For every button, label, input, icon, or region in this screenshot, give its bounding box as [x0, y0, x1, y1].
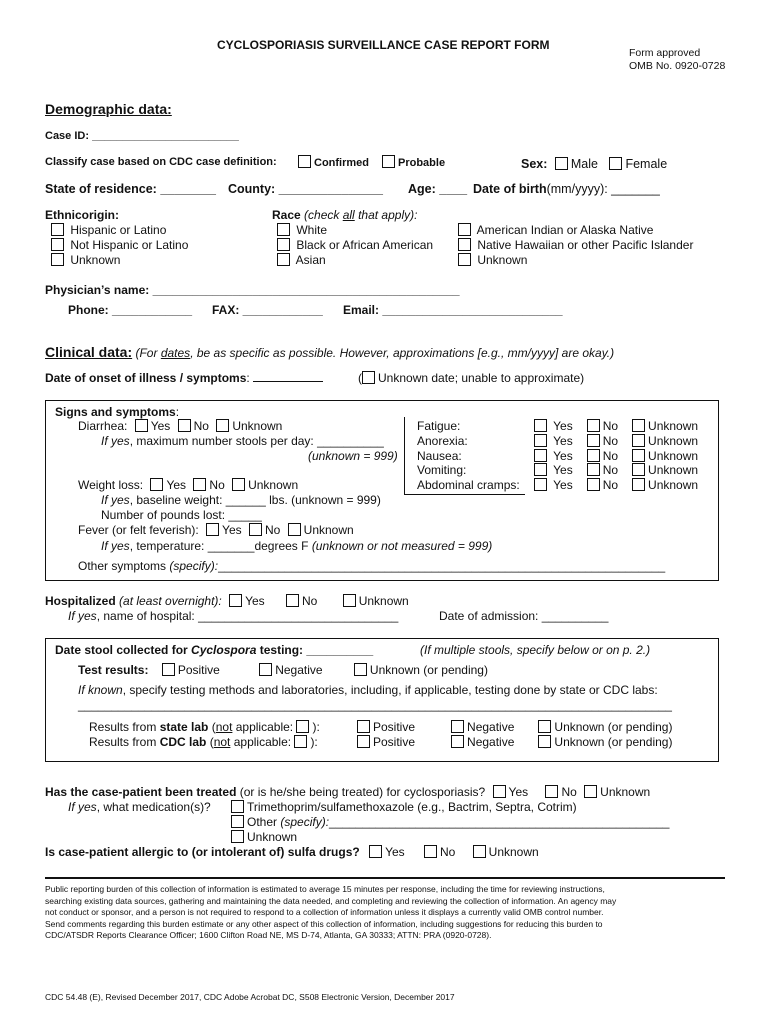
temperature-field[interactable]: If yes, temperature: _______degrees F (unknown or not measured = 999)	[101, 539, 493, 553]
treated-unknown-checkbox[interactable]	[584, 785, 597, 798]
hospitalized-no-checkbox[interactable]	[286, 594, 299, 607]
probable-checkbox[interactable]	[382, 155, 395, 168]
race-options-col1	[277, 223, 433, 268]
medication-options	[231, 800, 669, 845]
onset-unknown-checkbox	[362, 371, 375, 384]
weight-loss-unknown-checkbox[interactable]	[232, 478, 245, 491]
treated-yes-checkbox[interactable]	[493, 785, 506, 798]
ethnic-origin-label: Ethnicorigin:	[45, 208, 119, 222]
treated-question-row: Has the case-patient been treated (or is he/she being treated) for cyclosporiasis? Yes No Unknown	[45, 785, 651, 799]
onset-unknown-option[interactable]: ( Unknown date; unable to approximate)	[358, 371, 585, 385]
sex-group: Sex: Male Female	[521, 157, 668, 171]
ethnicity-option[interactable]: Not Hispanic or Latino	[51, 238, 188, 253]
lab-result-options	[357, 720, 672, 750]
stool-date-field[interactable]: Date stool collected for Cyclospora testing: __________	[55, 643, 374, 657]
testing-methods-line[interactable]: _________________________________________________________________________________________	[78, 698, 672, 712]
right-symptom-labels: Fatigue: Anorexia: Nausea: Vomiting: Abdominal cramps:	[417, 419, 520, 493]
hospitalized-yes-checkbox[interactable]	[229, 594, 242, 607]
classify-label: Classify case based on CDC case definition:	[45, 156, 277, 168]
confirmed-checkbox[interactable]	[298, 155, 311, 168]
weight-loss-row: Weight loss: Yes No Unknown	[78, 478, 299, 492]
hospitalized-row: Hospitalized (at least overnight): Yes No Unknown	[45, 594, 409, 608]
confirmed-option[interactable]: Confirmed	[298, 155, 369, 169]
symptom-divider-bottom	[405, 494, 525, 495]
race-label: Race (check all that apply):	[272, 208, 418, 222]
revision-line: CDC 54.48 (E), Revised December 2017, CDC Adobe Acrobat DC, S508 Electronic Version, December 2017	[45, 992, 455, 1002]
baseline-weight-field[interactable]: If yes, baseline weight: ______ lbs. (unknown = 999)	[101, 493, 381, 507]
allergy-unknown-checkbox[interactable]	[473, 845, 486, 858]
fever-row: Fever (or felt feverish): Yes No Unknown	[78, 523, 354, 537]
fax-field[interactable]: FAX: ____________	[212, 303, 323, 317]
state-lab-results[interactable]: Positive Negative Unknown (or pending)	[357, 720, 672, 735]
age-field[interactable]: Age: ____	[408, 182, 468, 196]
state-field[interactable]: State of residence: ________	[45, 182, 216, 196]
unknown-999-note: (unknown = 999)	[308, 449, 398, 463]
other-symptoms-field[interactable]: Other symptoms (specify):___________________________________________________________________	[78, 559, 666, 573]
footer-rule	[45, 877, 725, 879]
hospital-name-field[interactable]: If yes, name of hospital: ______________________________	[68, 609, 399, 623]
race-option[interactable]: American Indian or Alaska Native	[458, 223, 693, 238]
admission-date-field[interactable]: Date of admission: __________	[439, 609, 609, 623]
physician-field[interactable]: Physician’s name: ______________________________________________	[45, 283, 460, 297]
fever-no-checkbox[interactable]	[249, 523, 262, 536]
race-option[interactable]: Unknown	[458, 253, 693, 268]
burden-statement: Public reporting burden of this collection of information is estimated to average 15 minutes per response, including the time for reviewing instructions, searching existing data sources, gathering and maintaining the data needed, and completing and reviewing the collection of information. An agency may not conduct or sponsor, and a person is not required to respond to a collection of information unless it displays a currently valid OMB control number. Send comments regarding this burden estimate or any other aspect of this collection of information, including suggestions for reducing this burden to CDC/ATSDR Reports Clearance Officer; 1600 Clifton Road NE, MS D-74, Atlanta, GA 30333; ATTN: PRA (0920-0728).	[45, 884, 617, 940]
race-option[interactable]: Native Hawaiian or other Pacific Islander	[458, 238, 693, 253]
state-lab-row: Results from state lab (not applicable: ):	[89, 720, 320, 734]
test-results-row: Test results: Positive Negative Unknown (or pending)	[78, 663, 488, 677]
symptom-row[interactable]: Yes No Unknown	[534, 434, 698, 449]
test-positive-checkbox[interactable]	[162, 663, 175, 676]
fever-unknown-checkbox[interactable]	[288, 523, 301, 536]
symptom-divider	[404, 417, 405, 495]
symptom-row[interactable]: Yes No Unknown	[534, 449, 698, 464]
form-title: CYCLOSPORIASIS SURVEILLANCE CASE REPORT FORM	[217, 38, 550, 52]
testing-methods-label: If known, specify testing methods and laboratories, including, if applicable, testing done by state or CDC labs:	[78, 683, 658, 697]
case-id-field[interactable]: Case ID: ________________________	[45, 130, 239, 142]
diarrhea-unknown-checkbox[interactable]	[216, 419, 229, 432]
pounds-lost-field[interactable]: Number of pounds lost: _____	[101, 508, 262, 522]
weight-loss-yes-checkbox[interactable]	[150, 478, 163, 491]
ethnicity-option[interactable]: Unknown	[51, 253, 188, 268]
multiple-stools-note: (If multiple stools, specify below or on p. 2.)	[420, 643, 651, 657]
allergy-no-checkbox[interactable]	[424, 845, 437, 858]
max-stools-field[interactable]: If yes, maximum number stools per day: __________	[101, 434, 384, 448]
test-negative-checkbox[interactable]	[259, 663, 272, 676]
omb-number: OMB No. 0920-0728	[629, 60, 726, 72]
right-symptom-options	[534, 419, 698, 493]
diarrhea-yes-checkbox[interactable]	[135, 419, 148, 432]
form-approved: Form approved	[629, 47, 701, 59]
county-field[interactable]: County: _______________	[228, 182, 383, 196]
medication-tmp-option[interactable]: Trimethoprim/sulfamethoxazole (e.g., Bactrim, Septra, Cotrim)	[231, 800, 669, 815]
symptom-row[interactable]: Yes No Unknown	[534, 419, 698, 434]
probable-option[interactable]: Probable	[382, 155, 445, 169]
fever-yes-checkbox[interactable]	[206, 523, 219, 536]
cdc-lab-row: Results from CDC lab (not applicable: ):	[89, 735, 318, 749]
diarrhea-row: Diarrhea: Yes No Unknown	[78, 419, 283, 433]
allergy-row: Is case-patient allergic to (or intolerant of) sulfa drugs? Yes No Unknown	[45, 845, 539, 859]
diarrhea-no-checkbox[interactable]	[178, 419, 191, 432]
email-field[interactable]: Email: ___________________________	[343, 303, 563, 317]
medication-label: If yes, what medication(s)?	[68, 800, 211, 814]
test-unknown-checkbox[interactable]	[354, 663, 367, 676]
weight-loss-no-checkbox[interactable]	[193, 478, 206, 491]
male-checkbox[interactable]	[555, 157, 568, 170]
race-option[interactable]: Black or African American	[277, 238, 433, 253]
signs-heading: Signs and symptoms:	[55, 405, 180, 419]
dob-field[interactable]: Date of birth(mm/yyyy): _______	[473, 182, 660, 196]
symptom-row[interactable]: Yes No Unknown	[534, 478, 698, 493]
race-options-col2	[458, 223, 693, 268]
state-lab-na-checkbox[interactable]	[296, 720, 309, 733]
clinical-heading-row: Clinical data: (For dates, be as specific as possible. However, approximations [e.g., mm/yyyy] are okay.)	[45, 344, 615, 360]
cdc-lab-na-checkbox[interactable]	[294, 735, 307, 748]
female-checkbox[interactable]	[609, 157, 622, 170]
cdc-lab-results[interactable]: Positive Negative Unknown (or pending)	[357, 735, 672, 750]
ethnicity-option[interactable]: Hispanic or Latino	[51, 223, 188, 238]
phone-field[interactable]: Phone: ____________	[68, 303, 193, 317]
hospitalized-unknown-checkbox[interactable]	[343, 594, 356, 607]
medication-other-option[interactable]: Other (specify):___________________________________________________	[231, 815, 669, 830]
allergy-yes-checkbox[interactable]	[369, 845, 382, 858]
demographic-heading: Demographic data:	[45, 101, 172, 117]
race-option[interactable]: White	[277, 223, 433, 238]
symptom-row[interactable]: Yes No Unknown	[534, 463, 698, 478]
medication-unknown-option[interactable]: Unknown	[231, 830, 669, 845]
treated-no-checkbox[interactable]	[545, 785, 558, 798]
race-option[interactable]: Asian	[277, 253, 433, 268]
onset-field[interactable]: Date of onset of illness / symptoms:	[45, 371, 323, 385]
ethnicity-options	[51, 223, 188, 268]
